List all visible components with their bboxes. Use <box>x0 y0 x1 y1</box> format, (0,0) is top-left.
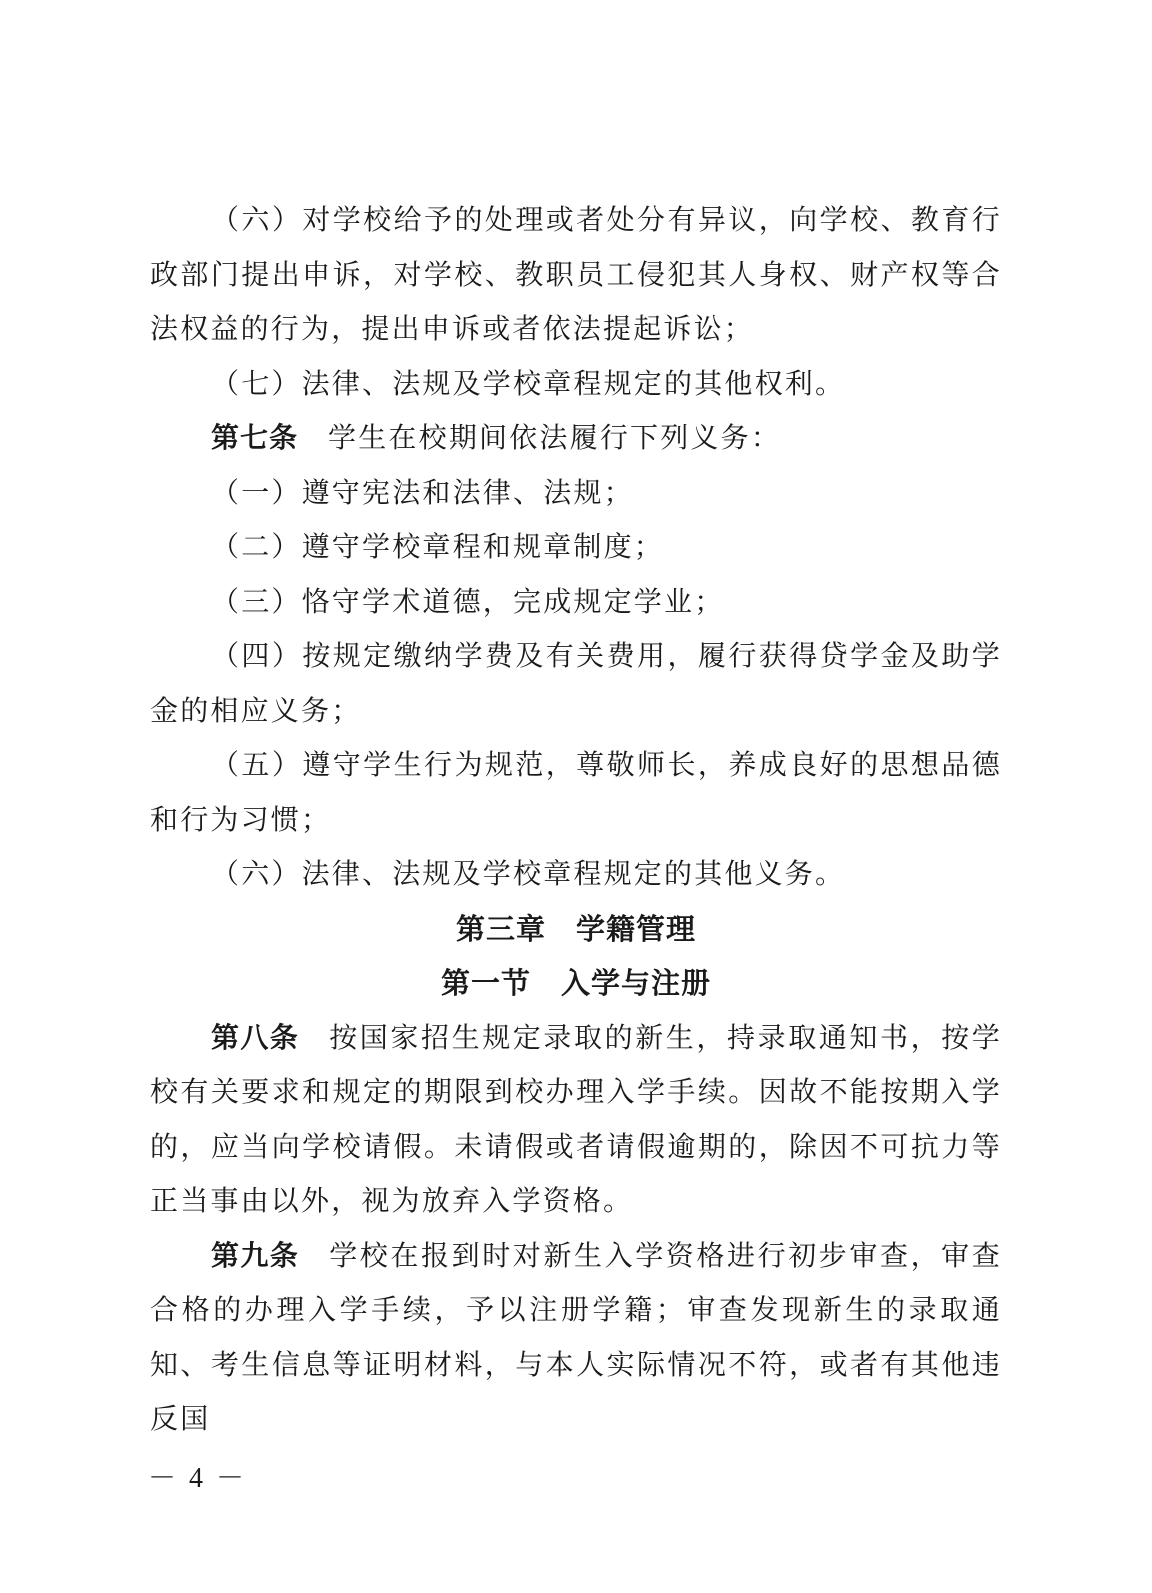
article7-intro-paragraph <box>150 411 1002 466</box>
section-number: 第一节 <box>440 966 531 1000</box>
chapter-title: 学籍管理 <box>576 911 697 946</box>
article7-item6: （六）法律、法规及学校章程规定的其他义务。 <box>211 857 846 890</box>
chapter-number: 第三章 <box>455 911 546 946</box>
article7-item2: （二）遵守学校章程和规章制度； <box>211 530 665 563</box>
article7-number: 第七条 <box>211 421 299 454</box>
article6-item6: （六）对学校给予的处理或者处分有异议，向学校、教育行政部门提出申诉，对学校、教职员工侵犯其人身权、财产权等合法权益的行为，提出申诉或者依法提起诉讼； <box>150 203 1002 345</box>
article7-item1: （一）遵守宪法和法律、法规； <box>211 475 634 509</box>
article8-paragraph <box>150 1011 1002 1229</box>
article8-number: 第八条 <box>211 1020 300 1054</box>
article7-intro: 学生在校期间依法履行下列义务： <box>328 421 782 454</box>
document-page <box>150 193 1002 1447</box>
article9-number: 第九条 <box>211 1238 300 1272</box>
article6-item7: （七）法律、法规及学校章程规定的其他权利。 <box>211 366 846 400</box>
chapter-heading <box>150 902 1002 957</box>
article8-text: 按国家招生规定录取的新生，持录取通知书，按学校有关要求和规定的期限到校办理入学手续。因故不能按期入学的，应当向学校请假。未请假或者请假逾期的，除因不可抗力等正当事由以外，视为放弃入学资格。 <box>150 1020 1002 1217</box>
section-title: 入学与注册 <box>561 966 712 1000</box>
article7-item4: （四）按规定缴纳学费及有关费用，履行获得贷学金及助学金的相应义务； <box>150 639 1002 727</box>
page-number: － 4 － <box>148 1463 248 1494</box>
article7-item3: （三）恪守学术道德，完成规定学业； <box>211 584 725 618</box>
article9-paragraph <box>150 1229 1002 1447</box>
article9-text: 学校在报到时对新生入学资格进行初步审查，审查合格的办理入学手续，予以注册学籍；审查发现新生的录取通知、考生信息等证明材料，与本人实际情况不符，或者有其他违反国 <box>150 1238 1002 1435</box>
article7-item5: （五）遵守学生行为规范，尊敬师长，养成良好的思想品德和行为习惯； <box>150 748 1002 836</box>
section-heading <box>150 956 1002 1011</box>
